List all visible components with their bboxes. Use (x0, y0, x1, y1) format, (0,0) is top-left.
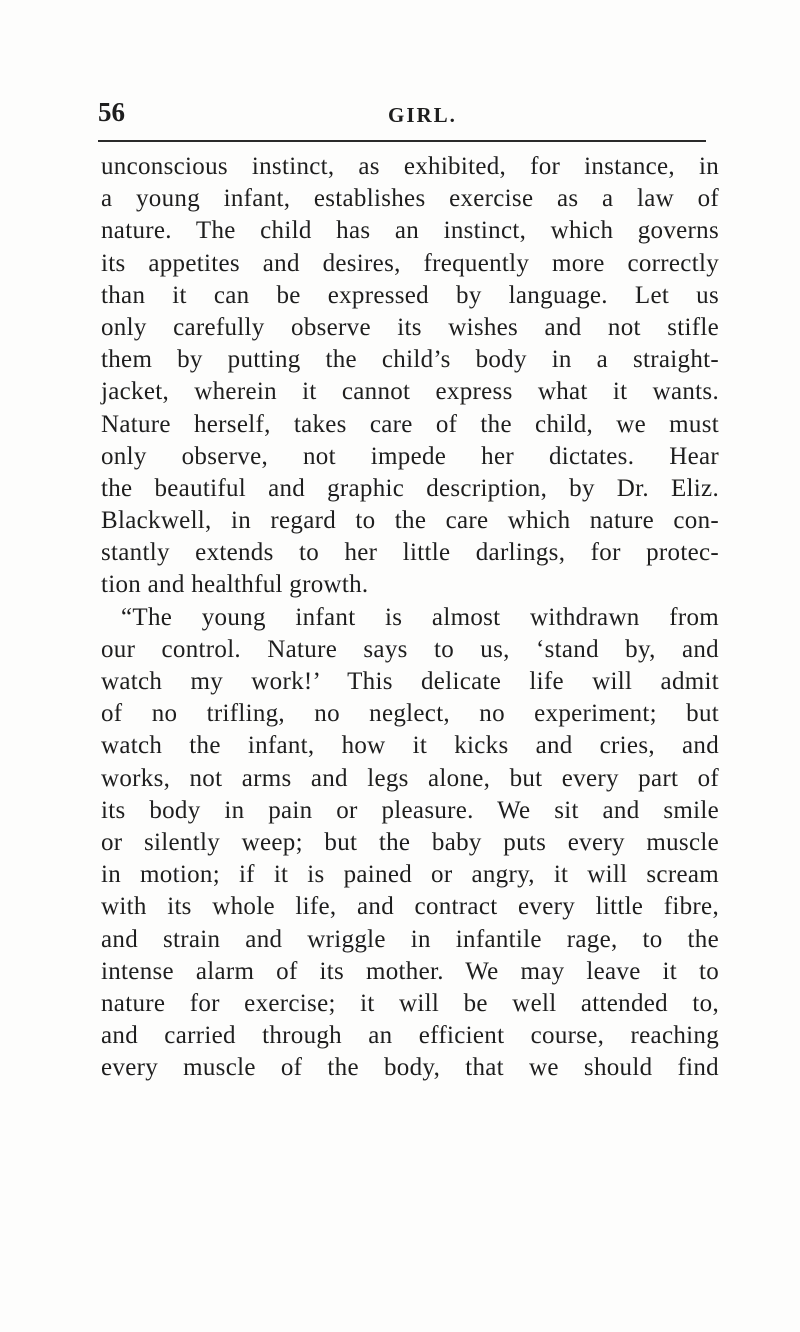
text-line: and strain and wriggle in infantile rage, to the (101, 925, 719, 953)
paragraph-end-line: tion and healthful growth. (101, 571, 369, 599)
text-line: with its whole life, and contract every little fibre, (101, 893, 719, 921)
text-line: every muscle of the body, that we should find (101, 1054, 719, 1082)
text-line: a young infant, establishes exercise as a law of (101, 185, 719, 213)
page-number: 56 (98, 97, 125, 127)
text-line: intense alarm of its mother. We may leave it to (101, 957, 719, 985)
text-line: the beautiful and graphic description, by Dr. Eliz. (101, 474, 719, 502)
text-line: and carried through an efficient course, reaching (101, 1022, 719, 1050)
text-line: than it can be expressed by language. Let us (101, 281, 719, 309)
text-line: its body in pain or pleasure. We sit and smile (101, 796, 719, 824)
text-line: watch my work!’ This delicate life will admit (101, 668, 719, 695)
header-rule (98, 140, 706, 142)
text-line: our control. Nature says to us, ‘stand by, and (101, 635, 719, 663)
text-line: in motion; if it is pained or angry, it will scream (101, 861, 719, 889)
text-line: works, not arms and legs alone, but every part of (101, 764, 719, 792)
text-line: jacket, wherein it cannot express what it wants. (101, 378, 719, 406)
running-head (98, 97, 718, 131)
text-line: unconscious instinct, as exhibited, for instance, in (101, 153, 719, 180)
text-line: of no trifling, no neglect, no experiment; but (101, 700, 719, 728)
quote-start-line: “The young infant is almost withdrawn from (121, 603, 719, 631)
text-line: nature. The child has an instinct, which governs (101, 217, 719, 245)
text-line: or silently weep; but the baby puts every muscle (101, 828, 719, 856)
text-line: nature for exercise; it will be well attended to, (101, 989, 719, 1017)
text-line: watch the infant, how it kicks and cries, and (101, 732, 719, 760)
text-line: only carefully observe its wishes and not stifle (101, 313, 719, 341)
running-title: GIRL. (388, 103, 457, 127)
text-line: only observe, not impede her dictates. Hear (101, 442, 719, 470)
body-text (101, 151, 719, 1084)
text-line: its appetites and desires, frequently more correctly (101, 249, 719, 277)
text-line: stantly extends to her little darlings, for protec- (101, 539, 719, 567)
text-line: Blackwell, in regard to the care which nature con- (101, 507, 719, 535)
text-line: Nature herself, takes care of the child, we must (101, 410, 719, 438)
text-line: them by putting the child’s body in a straight- (101, 346, 719, 374)
